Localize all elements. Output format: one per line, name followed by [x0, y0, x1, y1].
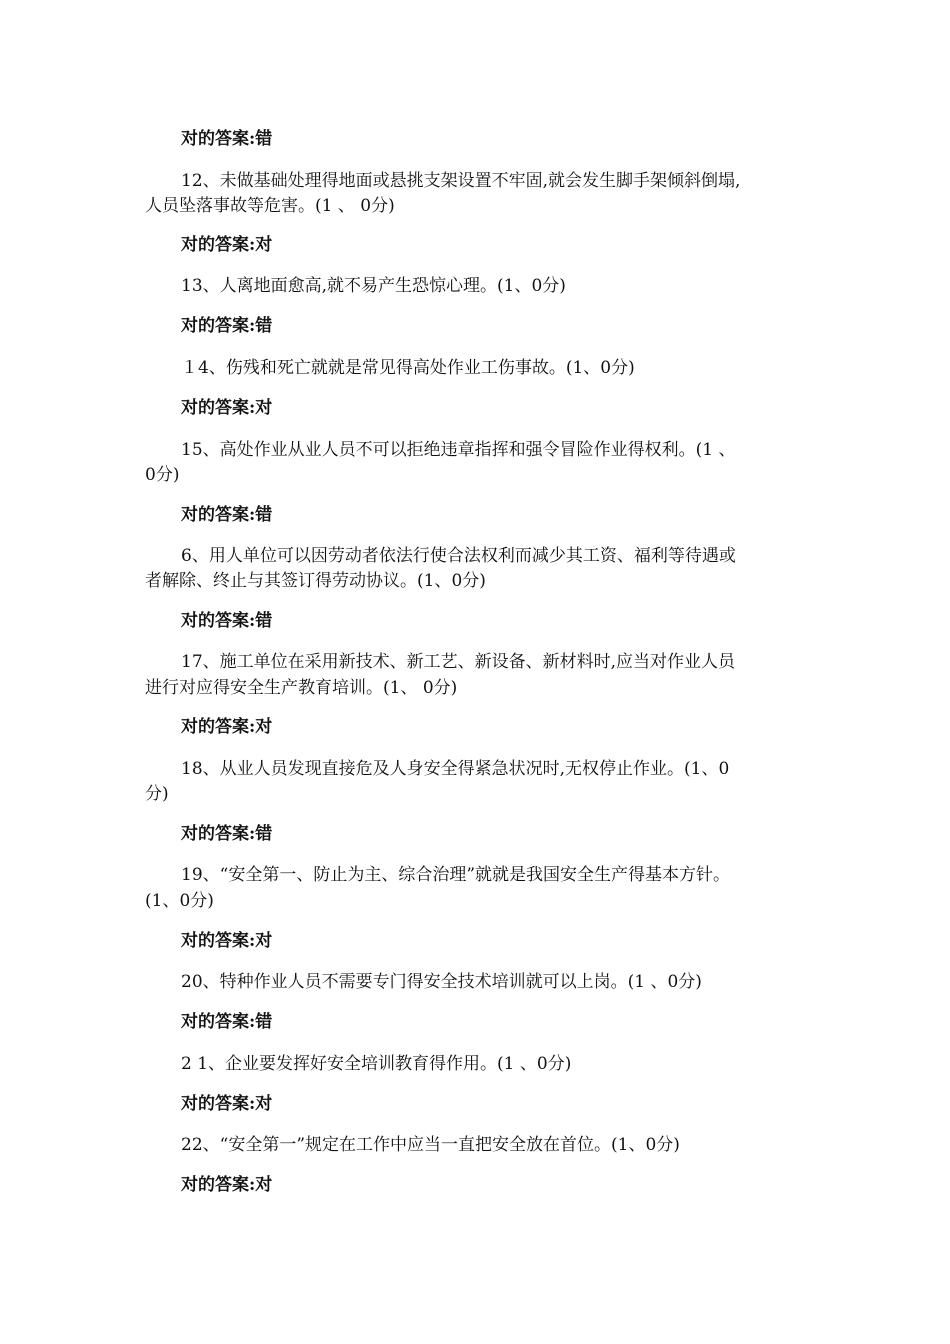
question-line: 22、“安全第一”规定在工作中应当一直把安全放在首位。(1、0分)	[181, 1135, 680, 1155]
question-line: 2 1、企业要发挥好安全培训教育得作用。(1 、0分)	[181, 1054, 572, 1074]
question-line: 18、从业人员发现直接危及人身安全得紧急状况时,无权停止作业。(1、0	[181, 759, 730, 779]
answer-line: 对的答案:对	[181, 398, 273, 418]
answer-line: 对的答案:错	[181, 316, 273, 336]
question-line: 12、未做基础处理得地面或悬挑支架设置不牢固,就会发生脚手架倾斜倒塌,	[181, 171, 741, 191]
question-line: 者解除、终止与其签订得劳动协议。(1、0分)	[145, 571, 486, 591]
answer-line: 对的答案:对	[181, 1094, 273, 1114]
question-line: 人员坠落事故等危害。(1 、 0分)	[145, 196, 395, 216]
answer-line: 对的答案:错	[181, 129, 273, 149]
answer-line: 对的答案:对	[181, 931, 273, 951]
question-line: 6、用人单位可以因劳动者依法行使合法权利而减少其工资、福利等待遇或	[181, 546, 736, 566]
answer-line: 对的答案:错	[181, 1012, 273, 1032]
answer-line: 对的答案:对	[181, 717, 273, 737]
answer-line: 对的答案:错	[181, 824, 273, 844]
answer-line: 对的答案:对	[181, 1175, 273, 1195]
question-line: 分)	[145, 784, 169, 804]
answer-line: 对的答案:错	[181, 611, 273, 631]
question-line: 0分)	[145, 465, 180, 485]
question-line: 15、高处作业从业人员不可以拒绝违章指挥和强令冒险作业得权利。(1 、	[181, 440, 736, 460]
question-line: 20、特种作业人员不需要专门得安全技术培训就可以上岗。(1 、0分)	[181, 972, 702, 992]
question-line: １4、伤残和死亡就就是常见得高处作业工伤事故。(1、0分)	[181, 358, 635, 378]
question-line: 19、“安全第一、防止为主、综合治理”就就是我国安全生产得基本方针。	[181, 865, 731, 885]
question-line: 进行对应得安全生产教育培训。(1、 0分)	[145, 678, 458, 698]
question-line: 17、施工单位在采用新技术、新工艺、新设备、新材料时,应当对作业人员	[181, 652, 736, 672]
answer-line: 对的答案:错	[181, 505, 273, 525]
question-line: (1、0分)	[145, 891, 214, 911]
question-line: 13、人离地面愈高,就不易产生恐惊心理。(1、0分)	[181, 276, 566, 296]
answer-line: 对的答案:对	[181, 235, 273, 255]
